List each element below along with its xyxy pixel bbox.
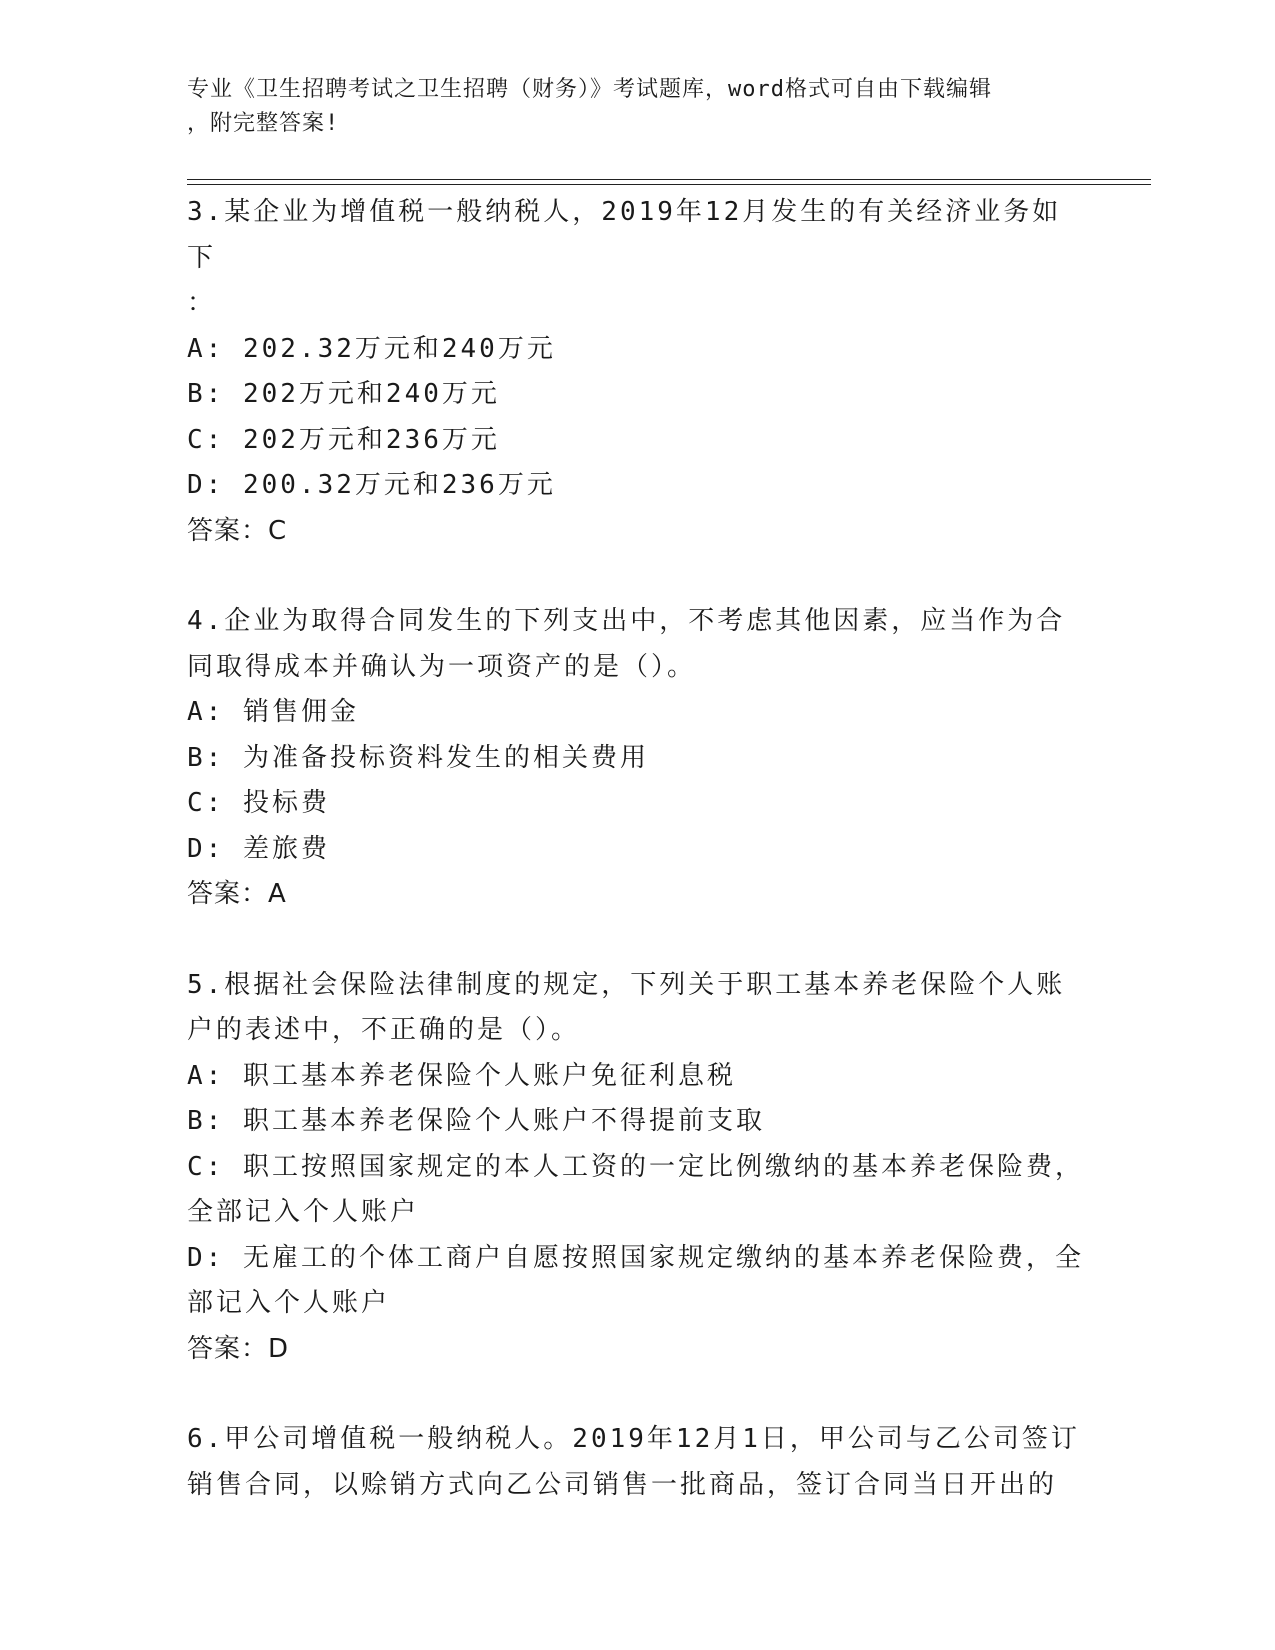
question-text-line: 4.企业为取得合同发生的下列支出中，不考虑其他因素，应当作为合 bbox=[187, 606, 1066, 636]
question-text-line: 3.某企业为增值税一般纳税人，2019年12月发生的有关经济业务如下 bbox=[187, 197, 1062, 273]
option-d: D: 200.32万元和236万元 bbox=[187, 470, 556, 500]
option-c: C: 职工按照国家规定的本人工资的一定比例缴纳的基本养老保险费， 全部记入个人账户 bbox=[187, 1151, 1084, 1227]
question-list bbox=[187, 190, 1087, 1553]
question-text-line: 户的表述中，不正确的是（）。 bbox=[187, 1015, 581, 1045]
option-c: C: 投标费 bbox=[187, 788, 330, 818]
question-text-line: 销售合同，以赊销方式向乙公司销售一批商品，签订合同当日开出的 bbox=[187, 1469, 1058, 1500]
header-line-1: 专业《卫生招聘考试之卫生招聘（财务）》考试题库，word格式可自由下载编辑 bbox=[187, 77, 992, 102]
answer: 答案：A bbox=[187, 879, 287, 909]
question-4 bbox=[187, 599, 1087, 918]
question-5 bbox=[187, 963, 1087, 1373]
question-3 bbox=[187, 190, 1087, 554]
question-6 bbox=[187, 1417, 1087, 1508]
option-b: B: 202万元和240万元 bbox=[187, 379, 500, 409]
question-text-line: 5.根据社会保险法律制度的规定，下列关于职工基本养老保险个人账 bbox=[187, 969, 1066, 1000]
answer: 答案：D bbox=[187, 1333, 290, 1364]
option-a: A: 202.32万元和240万元 bbox=[187, 333, 556, 364]
option-a: A: 职工基本养老保险个人账户免征利息税 bbox=[187, 1060, 736, 1091]
question-text-line: 同取得成本并确认为一项资产的是（）。 bbox=[187, 651, 697, 682]
header-divider-top bbox=[187, 179, 1151, 180]
option-d: D: 无雇工的个体工商户自愿按照国家规定缴纳的基本养老保险费，全 部记入个人账户 bbox=[187, 1242, 1084, 1318]
header-divider-bottom bbox=[187, 184, 1151, 185]
header-line-2: ，附完整答案! bbox=[187, 111, 340, 136]
document-header bbox=[187, 73, 1087, 141]
option-a: A: 销售佣金 bbox=[187, 697, 359, 727]
question-text-line: 6.甲公司增值税一般纳税人。2019年12月1日，甲公司与乙公司签订 bbox=[187, 1424, 1080, 1454]
option-b: B: 职工基本养老保险个人账户不得提前支取 bbox=[187, 1106, 765, 1136]
option-b: B: 为准备投标资料发生的相关费用 bbox=[187, 742, 649, 773]
question-text-line: ： bbox=[187, 288, 217, 318]
option-c: C: 202万元和236万元 bbox=[187, 424, 500, 455]
answer: 答案：C bbox=[187, 515, 288, 546]
option-d: D: 差旅费 bbox=[187, 833, 330, 864]
